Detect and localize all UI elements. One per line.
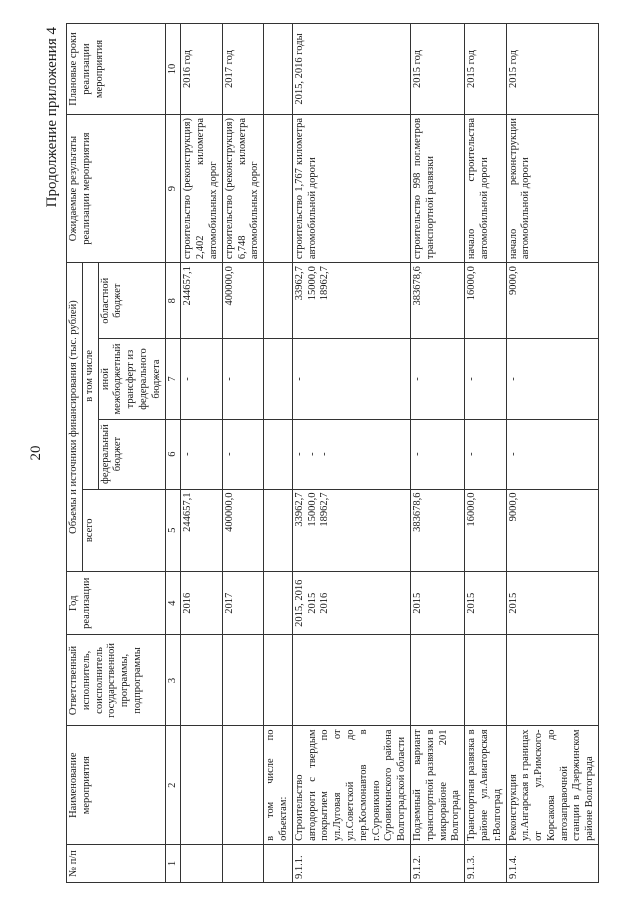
row-regional-value: 33962,7 <box>293 266 305 301</box>
row-num: 9.1.1. <box>292 844 410 882</box>
row-name: Транспортная развязка в районе ул.Авиаторская г.Волгоград <box>465 726 506 844</box>
row-year-value: 2016 <box>319 592 331 614</box>
row-regional-value: 244657,1 <box>182 266 194 306</box>
row-total-value: 16000,0 <box>466 492 478 527</box>
row-federal <box>292 419 410 489</box>
row-transfer-value: - <box>293 377 305 381</box>
row-num: 9.1.2. <box>410 844 464 882</box>
row-year-value: 2015 <box>507 592 519 614</box>
column-number: 10 <box>165 24 181 115</box>
row-total-value: 15000,0 <box>306 492 318 527</box>
row-exec <box>222 635 263 726</box>
row-year <box>410 572 464 635</box>
row-exec <box>410 635 464 726</box>
row-exec <box>506 635 599 726</box>
row-num <box>181 844 222 882</box>
row-federal <box>264 419 293 489</box>
row-total <box>292 489 410 572</box>
column-number: 2 <box>165 726 181 844</box>
header-incl: в том числе <box>82 263 98 489</box>
row-transfer <box>506 339 599 419</box>
header-federal: федеральный бюджет <box>98 419 165 489</box>
row-term: 2016 год <box>181 24 222 115</box>
column-number: 7 <box>165 339 181 419</box>
row-total-value: 244657,1 <box>182 492 194 532</box>
row-transfer-value <box>319 342 332 415</box>
row-year-value: 2015, 2016 <box>293 579 305 627</box>
row-federal-value: - <box>507 452 519 456</box>
row-total-value: 18962,7 <box>319 492 331 527</box>
row-total <box>465 489 506 572</box>
page-number: 20 <box>28 445 44 461</box>
table-row <box>410 24 464 883</box>
header-terms: Плановые сроки реализации мероприятия <box>67 24 166 115</box>
row-federal-value: - <box>306 452 318 456</box>
row-regional <box>465 263 506 339</box>
header-regional: областной бюджет <box>98 263 165 339</box>
header-results: Ожидаемые результаты реализации мероприятия <box>67 115 166 263</box>
table-row <box>222 24 263 883</box>
row-total-value: 383678,6 <box>411 492 423 532</box>
row-total <box>410 489 464 572</box>
column-number: 4 <box>165 572 181 635</box>
table-row <box>181 24 222 883</box>
table-row <box>264 24 293 883</box>
column-number: 8 <box>165 263 181 339</box>
row-regional-value: 16000,0 <box>466 266 478 301</box>
row-year <box>264 572 293 635</box>
row-federal-value: - <box>223 452 235 456</box>
row-name: Подземный вариант транспортной развязки в микрорайоне 201 Волгограда <box>410 726 464 844</box>
row-federal-value: - <box>293 452 305 456</box>
row-total <box>506 489 599 572</box>
row-regional-value: 383678,6 <box>411 266 423 306</box>
row-federal <box>465 419 506 489</box>
header-num: № п/п <box>67 844 166 882</box>
header-name: Наименование мероприятия <box>67 726 166 844</box>
column-number-row <box>165 24 181 883</box>
row-term: 2015, 2016 годы <box>292 24 410 115</box>
column-number: 9 <box>165 115 181 263</box>
row-year <box>181 572 222 635</box>
row-exec <box>465 635 506 726</box>
row-num <box>264 844 293 882</box>
row-year-value: 2015 <box>411 592 423 614</box>
row-term: 2015 год <box>410 24 464 115</box>
row-transfer-value: - <box>507 377 519 381</box>
row-regional <box>410 263 464 339</box>
row-transfer-value: - <box>223 377 235 381</box>
row-num <box>222 844 263 882</box>
row-transfer <box>410 339 464 419</box>
table-row <box>292 24 410 883</box>
appendix-caption: Продолжение приложения 4 <box>44 27 60 208</box>
row-regional <box>222 263 263 339</box>
header-year: Год реализации <box>67 572 166 635</box>
row-regional <box>181 263 222 339</box>
row-regional-value: 400000,0 <box>223 266 235 306</box>
row-transfer-value: - <box>182 377 194 381</box>
row-result: строительство 1,767 километра автомобильной дороги <box>292 115 410 263</box>
row-result: начало строительства автомобильной дороги <box>465 115 506 263</box>
row-term: 2015 год <box>506 24 599 115</box>
row-transfer <box>292 339 410 419</box>
header-transfer: иной межбюджетный трансферт из федерального бюджета <box>98 339 165 419</box>
table-row <box>465 24 506 883</box>
row-year-value: 2017 <box>223 592 235 614</box>
row-federal <box>181 419 222 489</box>
row-num: 9.1.3. <box>465 844 506 882</box>
header-exec: Ответственный исполнитель, соисполнитель государственной программы, подпрограммы <box>67 635 166 726</box>
row-exec <box>264 635 293 726</box>
row-regional <box>506 263 599 339</box>
header-volumes: Объемы и источники финансирования (тыс. рублей) <box>67 263 83 572</box>
row-year-value: 2015 <box>306 592 318 614</box>
row-regional <box>292 263 410 339</box>
row-total <box>222 489 263 572</box>
row-total <box>264 489 293 572</box>
row-transfer <box>222 339 263 419</box>
row-federal-value: - <box>182 452 194 456</box>
row-regional-value: 9000,0 <box>507 266 519 295</box>
row-federal-value: - <box>466 452 478 456</box>
row-result: строительство (реконструкция) 6,748 километра автомобильных дорог <box>222 115 263 263</box>
row-exec <box>292 635 410 726</box>
row-federal <box>222 419 263 489</box>
column-number: 1 <box>165 844 181 882</box>
row-year <box>465 572 506 635</box>
column-number: 3 <box>165 635 181 726</box>
row-total-value: 33962,7 <box>293 492 305 527</box>
column-number: 6 <box>165 419 181 489</box>
row-name: в том числе по объектам: <box>264 726 293 844</box>
row-name: Строительство автодороги с твердым покрытием по ул.Луговая от ул.Советской до пер.Космонавтов в г.Суровикино Суровикинского района Волгоградской области <box>292 726 410 844</box>
row-federal <box>506 419 599 489</box>
row-result: строительство 998 пог.метров транспортной развязки <box>410 115 464 263</box>
row-result <box>264 115 293 263</box>
row-regional-value: 15000,0 <box>306 266 318 301</box>
row-transfer <box>264 339 293 419</box>
row-transfer <box>465 339 506 419</box>
row-total-value: 400000,0 <box>223 492 235 532</box>
row-num: 9.1.4. <box>506 844 599 882</box>
row-regional-value: 18962,7 <box>319 266 331 301</box>
row-total-value: 9000,0 <box>507 492 519 522</box>
row-exec <box>181 635 222 726</box>
table-body <box>181 24 599 883</box>
row-name <box>181 726 222 844</box>
row-year <box>506 572 599 635</box>
row-result: начало реконструкции автомобильной дороги <box>506 115 599 263</box>
row-year <box>292 572 410 635</box>
row-year <box>222 572 263 635</box>
row-term: 2015 год <box>465 24 506 115</box>
header-total: всего <box>82 489 165 572</box>
row-federal-value: - <box>411 452 423 456</box>
column-number: 5 <box>165 489 181 572</box>
row-name: Реконструкция ул.Ангарская в границах от ул.Римского-Корсакова до автозаправочной станции в Дзержинском районе Волгограда <box>506 726 599 844</box>
header-row-1 <box>67 24 83 883</box>
row-regional <box>264 263 293 339</box>
row-year-value: 2016 <box>182 592 194 614</box>
row-transfer-value: - <box>411 377 423 381</box>
row-term: 2017 год <box>222 24 263 115</box>
row-total <box>181 489 222 572</box>
table-row <box>506 24 599 883</box>
row-name <box>222 726 263 844</box>
row-result: строительство (реконструкция) 2,402 километра автомобильных дорог <box>181 115 222 263</box>
row-term <box>264 24 293 115</box>
row-transfer-value <box>307 342 320 415</box>
row-federal <box>410 419 464 489</box>
row-year-value: 2015 <box>466 592 478 614</box>
rotated-page <box>22 23 622 883</box>
row-federal-value: - <box>319 452 331 456</box>
program-table <box>66 23 599 883</box>
row-transfer-value: - <box>466 377 478 381</box>
row-transfer <box>181 339 222 419</box>
